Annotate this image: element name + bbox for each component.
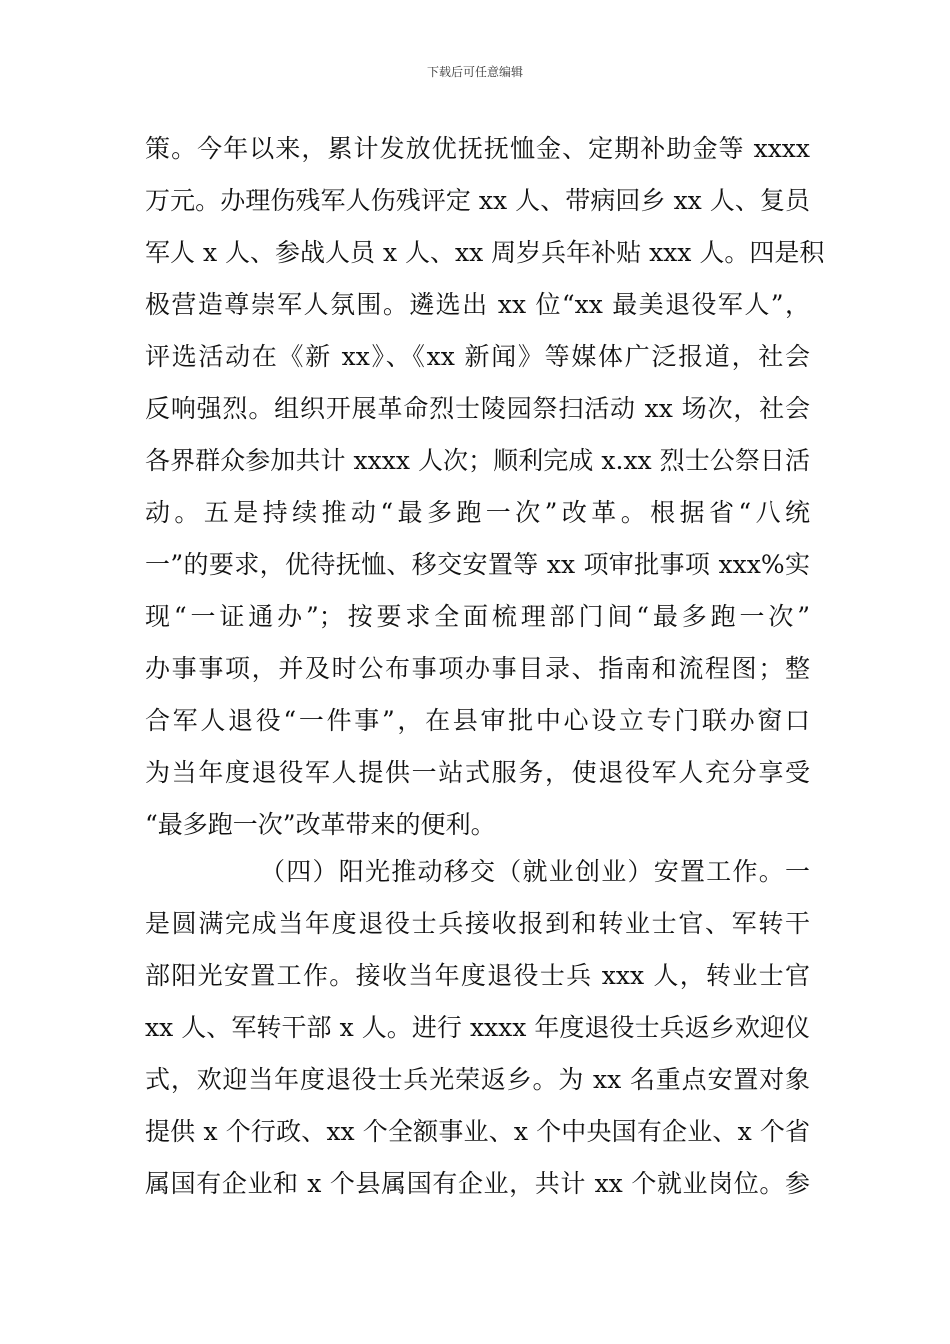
text-line: 反响强烈。组织开展革命烈士陵园祭扫活动 xx 场次，社会 — [145, 394, 810, 423]
paragraph-1 — [145, 123, 825, 851]
text-line: 现“一证通办”；按要求全面梳理部门间“最多跑一次” — [145, 602, 810, 631]
page-header: 下载后可任意编辑 — [426, 65, 523, 79]
text-line: 属国有企业和 x 个县属国有企业，共计 xx 个就业岗位。参 — [145, 1169, 810, 1198]
text-line: 式，欢迎当年度退役士兵光荣返乡。为 xx 名重点安置对象 — [145, 1065, 810, 1094]
text-line: 各界群众参加共计 xxxx 人次；顺利完成 x.xx 烈士公祭日活 — [145, 446, 810, 475]
text-line: 军人 x 人、参战人员 x 人、xx 周岁兵年补贴 xxx 人。四是积 — [145, 238, 825, 267]
text-line: 是圆满完成当年度退役士兵接收报到和转业士官、军转干 — [145, 909, 810, 938]
text-line: 提供 x 个行政、xx 个全额事业、x 个中央国有企业、x 个省 — [145, 1117, 810, 1146]
paragraph-2 — [145, 846, 810, 1210]
section-heading-line: （四）阳光推动移交（就业创业）安置工作。一 — [260, 857, 810, 886]
text-line: 万元。办理伤残军人伤残评定 xx 人、带病回乡 xx 人、复员 — [145, 186, 810, 215]
text-line: 为当年度退役军人提供一站式服务，使退役军人充分享受 — [145, 758, 810, 787]
text-line: 合军人退役“一件事”，在县审批中心设立专门联办窗口 — [145, 706, 810, 735]
text-line: 办事事项，并及时公布事项办事目录、指南和流程图；整 — [145, 654, 810, 683]
text-line: 动。五是持续推动“最多跑一次”改革。根据省“八统 — [145, 498, 810, 527]
text-line: “最多跑一次”改革带来的便利。 — [145, 810, 496, 839]
text-line: 极营造尊崇军人氛围。遴选出 xx 位“xx 最美退役军人”， — [145, 290, 810, 319]
text-line: xx 人、军转干部 x 人。进行 xxxx 年度退役士兵返乡欢迎仪 — [145, 1013, 810, 1042]
text-line: 一”的要求，优待抚恤、移交安置等 xx 项审批事项 xxx%实 — [145, 550, 810, 579]
text-line: 评选活动在《新 xx》、《xx 新闻》等媒体广泛报道，社会 — [145, 342, 810, 371]
text-line: 策。今年以来，累计发放优抚抚恤金、定期补助金等 xxxx — [145, 134, 810, 163]
text-line: 部阳光安置工作。接收当年度退役士兵 xxx 人，转业士官 — [145, 961, 810, 990]
